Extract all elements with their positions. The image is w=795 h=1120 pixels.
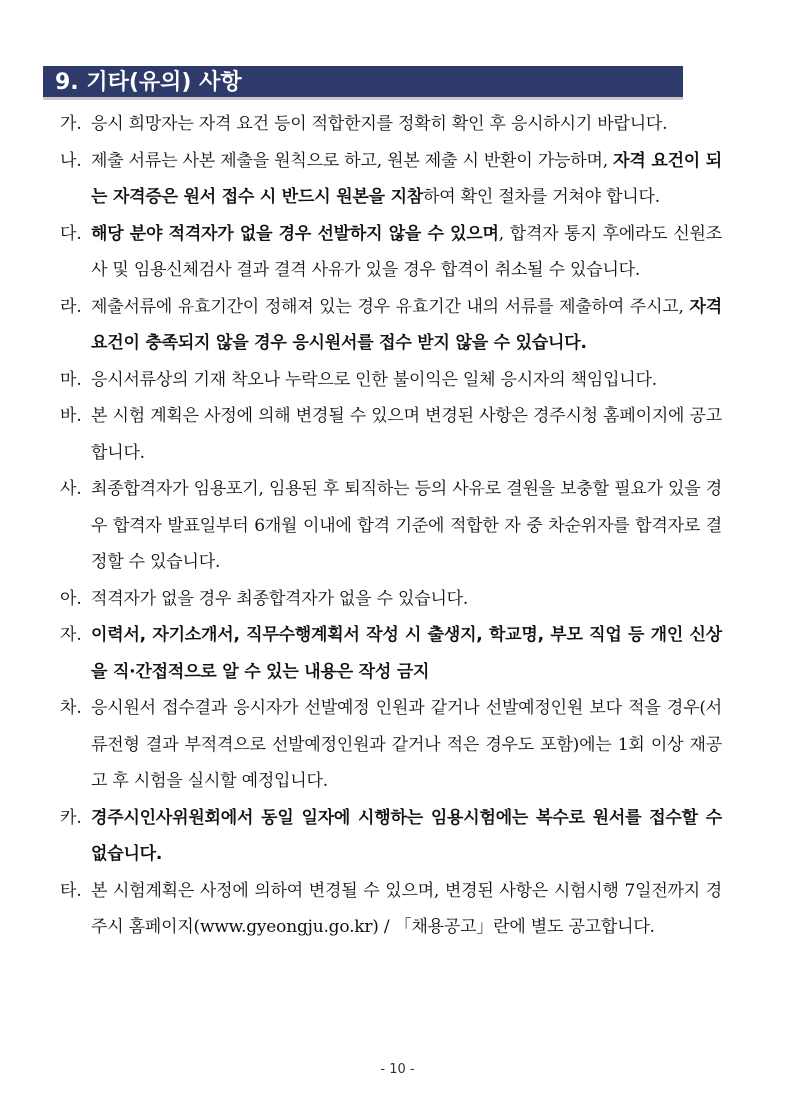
list-item (60, 362, 722, 399)
list-item-label: 가. (60, 114, 82, 134)
list-item-label: 마. (60, 369, 82, 390)
list-item-text (91, 873, 722, 946)
body-text: 본 시험계획은 사정에 의하여 변경될 수 있으며, 변경된 사항은 시험시행 7일전까지 경주시 홈페이지(www.gyeongju.go.kr) / 「채용공고」란에 별도 공고합니다. (91, 880, 722, 937)
list-item (60, 289, 722, 362)
list-item-text (91, 362, 722, 399)
list-item (60, 617, 722, 690)
list-item-text (91, 581, 722, 618)
list-item-label: 자. (60, 625, 82, 645)
list-item (60, 216, 722, 289)
list-item-text (91, 289, 722, 362)
page-number: - 10 - (380, 1062, 415, 1077)
emphasis-text: 자격 요건이 되는 자격증은 원서 접수 시 반드시 원본을 지참 (91, 150, 722, 207)
list-item-text (91, 617, 722, 690)
emphasis-text: 자격 요건이 충족되지 않을 경우 응시원서를 접수 받지 않을 수 있습니다. (91, 296, 722, 353)
list-item (60, 106, 722, 143)
list-item-label: 차. (60, 698, 82, 718)
body-text: 제출서류에 유효기간이 정해져 있는 경우 유효기간 내의 서류를 제출하여 주시고, (91, 296, 690, 317)
list-item-text (91, 800, 722, 873)
list-item (60, 581, 722, 618)
list-item-label: 다. (60, 223, 82, 244)
list-item-label: 사. (60, 479, 82, 499)
list-item-label: 라. (60, 296, 82, 317)
list-item-label: 바. (60, 406, 82, 426)
body-text: 적격자가 없을 경우 최종합격자가 없을 수 있습니다. (91, 588, 469, 609)
list-item (60, 690, 722, 800)
list-item (60, 873, 722, 946)
notice-list (60, 106, 722, 946)
body-text: , 합격자 통지 후에라도 신원조사 및 임용신체검사 결과 결격 사유가 있을 경우 합격이 취소될 수 있습니다. (91, 223, 722, 280)
body-text: 제출 서류는 사본 제출을 원칙으로 하고, 원본 제출 시 반환이 가능하며, (91, 150, 614, 171)
body-text: 응시 희망자는 자격 요건 등이 적합한지를 정확히 확인 후 응시하시기 바랍니다. (91, 114, 668, 134)
list-item-text (91, 143, 722, 216)
list-item-label: 타. (60, 880, 82, 901)
list-item-text (91, 216, 722, 289)
list-item (60, 800, 722, 873)
emphasis-text: 경주시인사위원회에서 동일 일자에 시행하는 임용시험에는 복수로 원서를 접수할 수 없습니다. (91, 807, 722, 864)
list-item (60, 471, 722, 581)
body-text: 응시서류상의 기재 착오나 누락으로 인한 불이익은 일체 응시자의 책임입니다. (91, 369, 657, 390)
list-item-label: 나. (60, 150, 82, 171)
body-text: 최종합격자가 임용포기, 임용된 후 퇴직하는 등의 사유로 결원을 보충할 필요가 있을 경우 합격자 발표일부터 6개월 이내에 합격 기준에 적합한 자 중 차순위자를 합격자로 결정할 수 있습니다. (91, 479, 722, 572)
list-item-text (91, 471, 722, 581)
list-item-text (91, 398, 722, 471)
list-item-text (91, 690, 722, 800)
section-title: 9. 기타(유의) 사항 (43, 66, 683, 100)
list-item-label: 아. (60, 588, 82, 609)
list-item (60, 143, 722, 216)
body-text: 하여 확인 절차를 거쳐야 합니다. (423, 187, 660, 207)
list-item-label: 카. (60, 807, 82, 828)
emphasis-text: 해당 분야 적격자가 없을 경우 선발하지 않을 수 있으며 (91, 223, 499, 244)
list-item-text (91, 106, 722, 143)
body-text: 본 시험 계획은 사정에 의해 변경될 수 있으며 변경된 사항은 경주시청 홈페이지에 공고합니다. (91, 406, 722, 463)
emphasis-text: 이력서, 자기소개서, 직무수행계획서 작성 시 출생지, 학교명, 부모 직업 등 개인 신상을 직·간접적으로 알 수 있는 내용은 작성 금지 (91, 625, 722, 682)
list-item (60, 398, 722, 471)
body-text: 응시원서 접수결과 응시자가 선발예정 인원과 같거나 선발예정인원 보다 적을 경우(서류전형 결과 부적격으로 선발예정인원과 같거나 적은 경우도 포함)에는 1회 이상 재공고 후 시험을 실시할 예정입니다. (91, 698, 722, 791)
